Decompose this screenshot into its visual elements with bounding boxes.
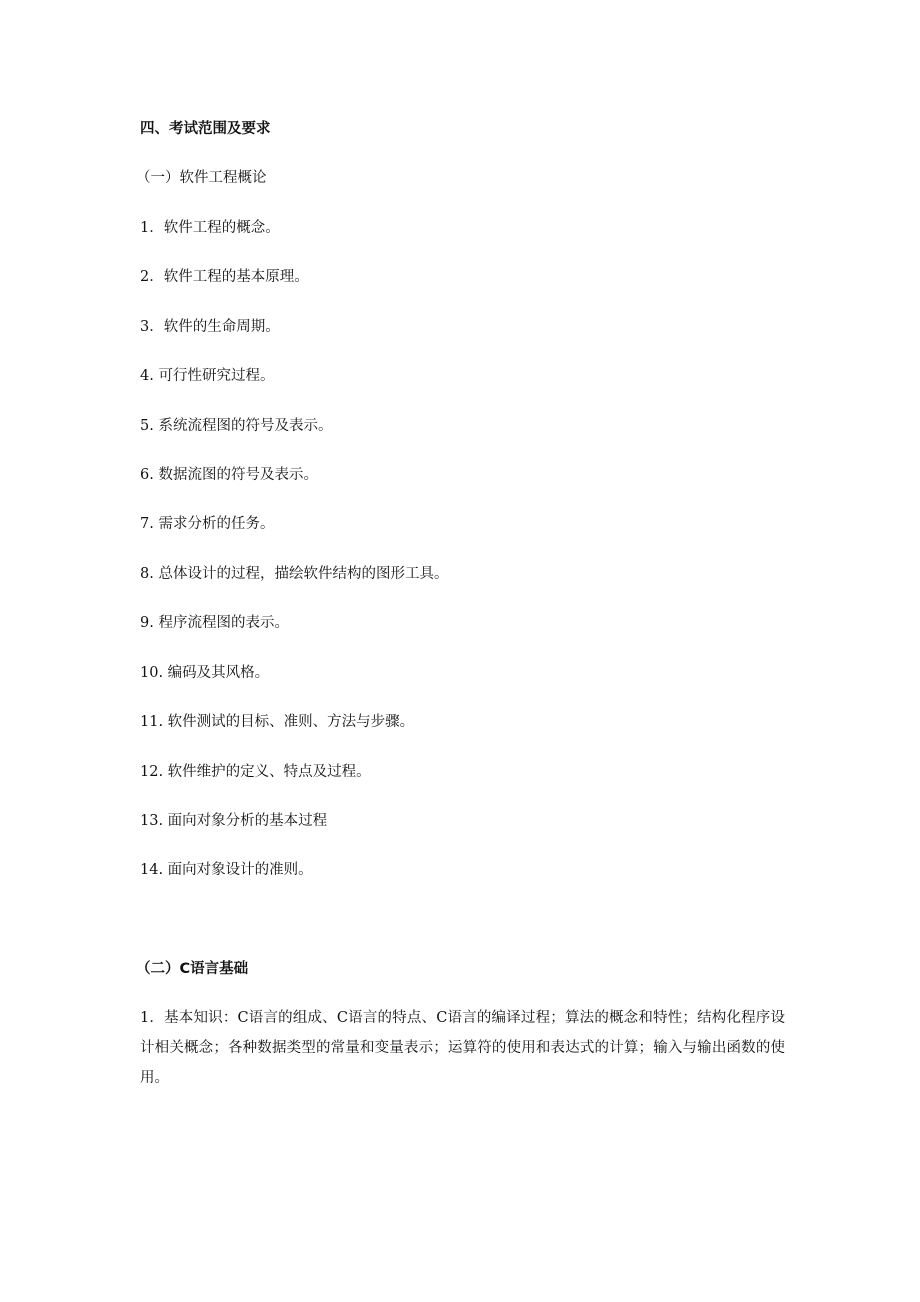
section-heading: 四、考试范围及要求 bbox=[140, 121, 271, 137]
list-item: 10. 编码及其风格。 bbox=[140, 665, 270, 681]
list-item: 1．软件工程的概念。 bbox=[140, 220, 280, 236]
part2-paragraph: 1．基本知识：C语言的组成、C语言的特点、C语言的编译过程；算法的概念和特性；结构化程序设计相关概念；各种数据类型的常量和变量表示；运算符的使用和表达式的计算；输入与输出函数的使用。 bbox=[140, 1010, 785, 1086]
list-item: 7. 需求分析的任务。 bbox=[140, 516, 275, 532]
list-item: 4. 可行性研究过程。 bbox=[140, 368, 275, 384]
list-item: 11. 软件测试的目标、准则、方法与步骤。 bbox=[140, 714, 415, 730]
list-item: 14. 面向对象设计的准则。 bbox=[140, 862, 313, 878]
part2-title: （二）C语言基础 bbox=[136, 961, 249, 977]
list-item: 8. 总体设计的过程，描绘软件结构的图形工具。 bbox=[140, 566, 449, 582]
list-item: 2．软件工程的基本原理。 bbox=[140, 269, 309, 285]
list-item: 6. 数据流图的符号及表示。 bbox=[140, 467, 318, 483]
list-item: 12. 软件维护的定义、特点及过程。 bbox=[140, 764, 371, 780]
list-item: 3．软件的生命周期。 bbox=[140, 319, 280, 335]
list-item: 5. 系统流程图的符号及表示。 bbox=[140, 418, 333, 434]
part1-title: （一）软件工程概论 bbox=[136, 170, 267, 186]
list-item: 13. 面向对象分析的基本过程 bbox=[140, 813, 328, 829]
list-item: 9. 程序流程图的表示。 bbox=[140, 615, 289, 631]
